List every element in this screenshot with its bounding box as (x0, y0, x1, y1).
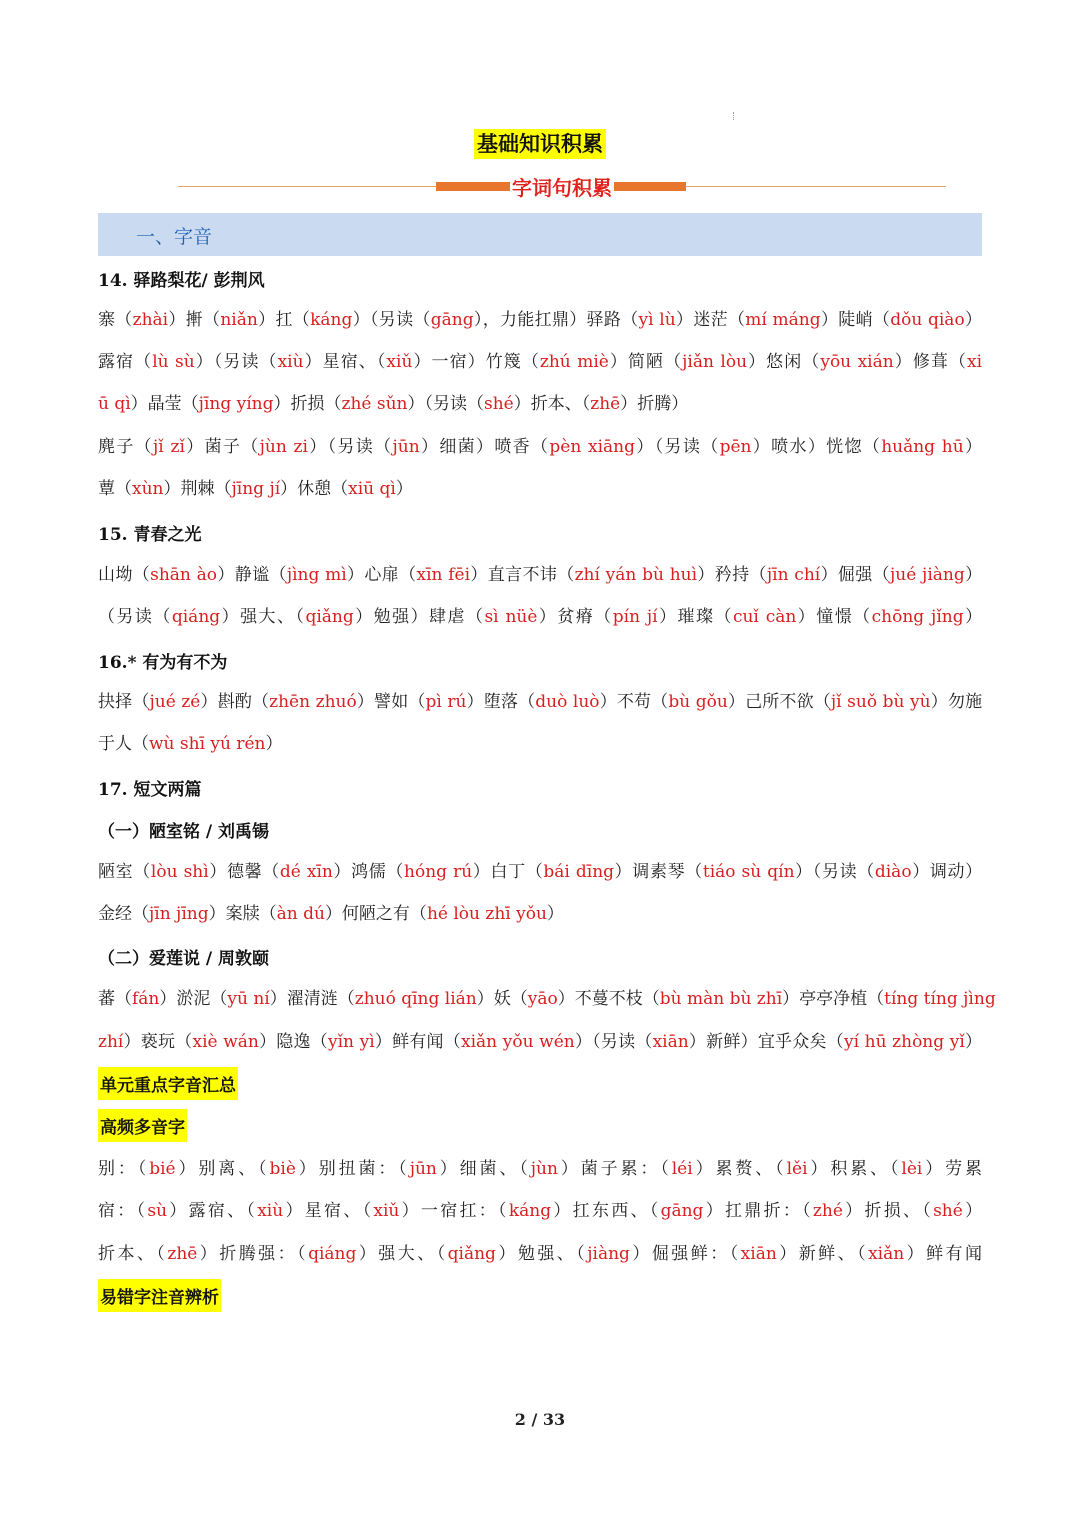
hanzi-text: ）折腾） (620, 394, 689, 414)
pinyin-text: ū qì (98, 394, 131, 414)
pinyin-text: yì lù (638, 310, 676, 330)
hanzi-text: 抉择（ (98, 692, 150, 712)
hanzi-text: ） (962, 1201, 983, 1221)
pinyin-text: lèi (901, 1159, 923, 1179)
hanzi-text: 蕃（ (98, 989, 132, 1009)
hanzi-text: 蕈（ (98, 479, 132, 499)
hanzi-text: 于人（ (98, 734, 149, 754)
text-line (98, 732, 982, 756)
pinyin-text: duò luò (535, 692, 600, 712)
hanzi-text: ）折腾强：（ (197, 1244, 309, 1264)
pinyin-text: xiù (277, 352, 304, 372)
hanzi-text: ）鲜有闻（ (374, 1032, 462, 1052)
hanzi-text: ）一宿）竹篾（ (412, 352, 540, 372)
pinyin-text: xiù (257, 1201, 284, 1221)
hanzi-text: ）休憩（ (280, 479, 349, 499)
pinyin-text: xiān (740, 1244, 777, 1264)
pinyin-text: yōu xián (820, 352, 894, 372)
hanzi-text: ）倔强鲜：（ (629, 1244, 741, 1264)
hanzi-text: 麂子（ (98, 437, 154, 457)
hanzi-text: ）何陋之有（ (324, 904, 427, 924)
pinyin-text: sì nüè (484, 607, 538, 627)
subtitle-banner (178, 172, 946, 202)
hanzi-text: （另读（ (98, 607, 172, 627)
subtitle: 字词句积累 (512, 176, 612, 200)
pinyin-text: jiǎn lòu (682, 352, 748, 372)
hanzi-text: ）折本、（ (513, 394, 591, 414)
pinyin-text: lěi (786, 1159, 808, 1179)
hanzi-text: ）（另读（ (407, 394, 484, 414)
pinyin-text: jīn chí (766, 565, 821, 585)
pinyin-text: yǐn yì (327, 1032, 375, 1052)
pinyin-text: dǒu qiào (890, 310, 965, 330)
hanzi-text: ）折损（ (273, 394, 342, 414)
hanzi-text: ）鸿儒（ (332, 862, 405, 882)
pinyin-text: jīn jīng (149, 904, 209, 924)
pinyin-text: shān ào (150, 565, 217, 585)
pinyin-text: wù shī yú rén (149, 734, 266, 754)
hanzi-text: ）倔强（ (820, 565, 891, 585)
hanzi-text: ）调素琴（ (614, 862, 703, 882)
pinyin-text: jǐ zǐ (153, 437, 185, 457)
text-line (98, 477, 982, 501)
hanzi-text: ）荆棘（ (163, 479, 232, 499)
pinyin-text: huǎng hū (881, 437, 964, 457)
hanzi-text: 别：（ (98, 1159, 150, 1179)
hanzi-text: ）菌子累：（ (557, 1159, 672, 1179)
text-line (98, 1199, 982, 1223)
pinyin-text: mí máng (745, 310, 821, 330)
text-line (98, 435, 982, 459)
pinyin-text: xiǔ (386, 352, 413, 372)
pinyin-text: qiáng (308, 1244, 357, 1264)
hanzi-text: ）折损、（ (842, 1201, 934, 1221)
pinyin-text: zhē (167, 1244, 198, 1264)
pinyin-text: jīng jí (231, 479, 281, 499)
hanzi-text: ）（另读（ (635, 437, 720, 457)
hanzi-text: ）心扉（ (346, 565, 417, 585)
hanzi-text: ）直言不讳（ (470, 565, 575, 585)
hanzi-text: ）（另读（ (352, 310, 431, 330)
pinyin-text: pèn xiāng (549, 437, 636, 457)
pinyin-text: xi (967, 352, 983, 372)
hanzi-text: 陋室（ (98, 862, 151, 882)
hanzi-text: ），力能扛鼎）驿路（ (473, 310, 639, 330)
hanzi-text: ）强大、（ (220, 607, 306, 627)
pinyin-text: lòu shì (150, 862, 209, 882)
hanzi-text: ）妖（ (476, 989, 528, 1009)
text-line (98, 987, 996, 1011)
hanzi-text: ）白丁（ (472, 862, 544, 882)
hanzi-text: ）扛（ (257, 310, 311, 330)
hanzi-text: ）别扭菌：（ (295, 1159, 410, 1179)
text-line (98, 605, 982, 629)
section-header: 一、字音 (98, 213, 982, 256)
hanzi-text: ）隐逸（ (258, 1032, 328, 1052)
hanzi-text: ）累赘、（ (692, 1159, 787, 1179)
pinyin-text: sù (147, 1201, 168, 1221)
hanzi-text: ）亭亭净植（ (782, 989, 885, 1009)
pinyin-text: xiǔ (373, 1201, 400, 1221)
hanzi-text: ） (964, 310, 982, 330)
pinyin-text: yāo (527, 989, 558, 1009)
hanzi-text: ） (963, 437, 983, 457)
hanzi-text: 折本、（ (98, 1244, 168, 1264)
pinyin-text: zhí yán bù huì (574, 565, 698, 585)
hanzi-text: ）（另读（ (194, 352, 278, 372)
pinyin-text: jùn (530, 1159, 558, 1179)
pinyin-text: yū ní (227, 989, 270, 1009)
hanzi-text: ）濯清涟（ (269, 989, 355, 1009)
pinyin-text: zhài (132, 310, 169, 330)
page-number: 2 / 33 (514, 1410, 566, 1429)
pinyin-text: káng (310, 310, 353, 330)
pinyin-text: xiè wán (192, 1032, 259, 1052)
pinyin-text: chōng jǐng (871, 607, 964, 627)
pinyin-text: xiǎn yǒu wén (461, 1032, 575, 1052)
pinyin-text: zhēn zhuó (269, 692, 357, 712)
pinyin-text: jīng yíng (198, 394, 274, 414)
pinyin-text: zhē (590, 394, 621, 414)
pinyin-text: jiàng (587, 1244, 630, 1264)
pinyin-text: àn dú (276, 904, 325, 924)
text-line (98, 1242, 982, 1266)
hanzi-text: ）星宿、（ (283, 1201, 374, 1221)
hanzi-text: 山坳（ (98, 565, 151, 585)
pinyin-text: jìng mì (286, 565, 347, 585)
pinyin-text: shé (933, 1201, 963, 1221)
hanzi-text: ）露宿、（ (167, 1201, 258, 1221)
highlight-polyphone: 高频多音字 (98, 1109, 187, 1142)
hanzi-text: ）扛东西、（ (551, 1201, 661, 1221)
pinyin-text: jūn (392, 437, 420, 457)
pinyin-text: gāng (660, 1201, 704, 1221)
pinyin-text: jūn (409, 1159, 437, 1179)
text-line (98, 902, 982, 926)
hanzi-text: ） (964, 1032, 983, 1052)
hanzi-text: ）憧憬（ (796, 607, 872, 627)
hanzi-text: ）案牍（ (208, 904, 277, 924)
hanzi-text: ） (963, 607, 983, 627)
pinyin-text: bù gǒu (668, 692, 728, 712)
pinyin-text: tíng tíng jìng (884, 989, 996, 1009)
hanzi-text: 金经（ (98, 904, 149, 924)
pinyin-text: léi (671, 1159, 693, 1179)
pinyin-text: qiáng (171, 607, 221, 627)
pinyin-text: dé xīn (279, 862, 333, 882)
hanzi-text: ）积累、（ (807, 1159, 902, 1179)
hanzi-text: ）晶莹（ (130, 394, 199, 414)
hanzi-text: ）亵玩（ (123, 1032, 193, 1052)
hanzi-text: ）德馨（ (208, 862, 280, 882)
hanzi-text: ）调动） (911, 862, 983, 882)
hanzi-text: ） (395, 479, 413, 499)
hanzi-text: ）新鲜、（ (776, 1244, 869, 1264)
pinyin-text: qiǎng (305, 607, 354, 627)
pinyin-text: zhé (812, 1201, 843, 1221)
hanzi-text: ）菌子（ (184, 437, 260, 457)
pinyin-text: pì rú (425, 692, 467, 712)
lesson-heading-14: 14. 驿路梨花/ 彭荆风 (98, 271, 265, 291)
hanzi-text: ）不蔓不枝（ (557, 989, 660, 1009)
hanzi-text: ）勉强、（ (495, 1244, 588, 1264)
hanzi-text: ）静谧（ (217, 565, 287, 585)
text-line (98, 690, 982, 714)
pinyin-text: yí hū zhòng yǐ (843, 1032, 965, 1052)
hanzi-text: ）（另读（ (574, 1032, 653, 1052)
text-line (98, 860, 982, 884)
hanzi-text: ）劳累 (922, 1159, 983, 1179)
pinyin-text: shé (484, 394, 514, 414)
text-line (98, 350, 982, 374)
hanzi-text: ）斟酌（ (200, 692, 270, 712)
hanzi-text: 宿：（ (98, 1201, 148, 1221)
pinyin-text: zhí (98, 1032, 124, 1052)
pinyin-text: jùn zi (259, 437, 308, 457)
hanzi-text: ）不苟（ (599, 692, 669, 712)
pinyin-text: xiǎn (868, 1244, 905, 1264)
hanzi-text: ）譬如（ (356, 692, 426, 712)
pinyin-text: pēn (719, 437, 752, 457)
pinyin-text: xiū qì (348, 479, 396, 499)
pinyin-text: zhé sǔn (341, 394, 408, 414)
text-line (98, 308, 982, 332)
pinyin-text: zhuó qīng lián (354, 989, 477, 1009)
highlight-confusing: 易错字注音辨析 (98, 1279, 221, 1312)
hanzi-text: ）（另读（ (794, 862, 875, 882)
hanzi-text: ）细菌、（ (436, 1159, 531, 1179)
pinyin-text: diào (874, 862, 912, 882)
hanzi-text: ）己所不欲（ (727, 692, 831, 712)
pinyin-text: jué jiàng (890, 565, 965, 585)
pinyin-text: qiǎng (447, 1244, 496, 1264)
hanzi-text: ）搟（ (168, 310, 221, 330)
hanzi-text: ） (546, 904, 564, 924)
hanzi-text: ）强大、（ (356, 1244, 448, 1264)
hanzi-text: ）悠闲（ (747, 352, 821, 372)
pinyin-text: káng (508, 1201, 552, 1221)
hanzi-text: ）扛鼎折：（ (703, 1201, 813, 1221)
text-line (98, 1030, 982, 1054)
pinyin-text: pín jí (612, 607, 658, 627)
hanzi-text: ）（另读（ (307, 437, 393, 457)
pinyin-text: bù màn bù zhī (659, 989, 783, 1009)
hanzi-text: ）勿施 (930, 692, 983, 712)
pinyin-text: jǐ suǒ bù yù (830, 692, 931, 712)
pinyin-text: gāng (430, 310, 474, 330)
hanzi-text: ）修葺（ (893, 352, 968, 372)
pinyin-text: hóng rú (404, 862, 473, 882)
pinyin-text: hé lòu zhī yǒu (426, 904, 547, 924)
pinyin-text: jué zé (149, 692, 201, 712)
hanzi-text: ）新鲜）宜乎众矣（ (688, 1032, 844, 1052)
pinyin-text: niǎn (220, 310, 258, 330)
text-line (98, 392, 982, 416)
lesson-heading-16: 16.* 有为有不为 (98, 653, 228, 673)
hanzi-text: ）贫瘠（ (537, 607, 613, 627)
pinyin-text: fán (132, 989, 160, 1009)
pinyin-text: bié (149, 1159, 176, 1179)
hanzi-text: ）喷水）恍惚（ (751, 437, 882, 457)
hanzi-text: ） (265, 734, 283, 754)
text-line (98, 1157, 982, 1181)
hanzi-text: ） (964, 565, 983, 585)
hanzi-text: ）星宿、（ (303, 352, 387, 372)
hanzi-text: ）淤泥（ (159, 989, 228, 1009)
hanzi-text: ）细菌）喷香（ (419, 437, 550, 457)
pinyin-text: bái dīng (543, 862, 615, 882)
pinyin-text: tiáo sù qín (702, 862, 795, 882)
pinyin-text: cuǐ càn (732, 607, 797, 627)
hanzi-text: ）一宿扛：（ (399, 1201, 509, 1221)
pinyin-text: zhú miè (539, 352, 609, 372)
hanzi-text: ）矜持（ (697, 565, 767, 585)
hanzi-text: ）简陋（ (608, 352, 683, 372)
pinyin-text: xiān (652, 1032, 689, 1052)
highlight-summary: 单元重点字音汇总 (98, 1067, 238, 1100)
hanzi-text: ）鲜有闻 (904, 1244, 983, 1264)
hanzi-text: ）迷茫（ (675, 310, 746, 330)
lesson-heading-17: 17. 短文两篇 (98, 780, 202, 800)
hanzi-text: ）堕落（ (466, 692, 536, 712)
pinyin-text: xīn fēi (416, 565, 471, 585)
lesson-heading-15: 15. 青春之光 (98, 525, 202, 545)
hanzi-text: ）别离、（ (175, 1159, 270, 1179)
pinyin-text: lù sù (152, 352, 195, 372)
hanzi-text: 露宿（ (98, 352, 153, 372)
hanzi-text: 寨（ (98, 310, 133, 330)
hanzi-text: ）勉强）肆虐（ (353, 607, 485, 627)
text-line (98, 563, 982, 587)
hanzi-text: ）陡峭（ (820, 310, 891, 330)
subheading-17b: （二）爱莲说 / 周敦颐 (98, 949, 270, 969)
page-title: 基础知识积累 (0, 128, 1080, 158)
hanzi-text: ）璀璨（ (657, 607, 733, 627)
pinyin-text: biè (269, 1159, 296, 1179)
pinyin-text: xùn (132, 479, 164, 499)
page-mark (733, 112, 736, 120)
subheading-17a: （一）陋室铭 / 刘禹锡 (98, 822, 270, 842)
